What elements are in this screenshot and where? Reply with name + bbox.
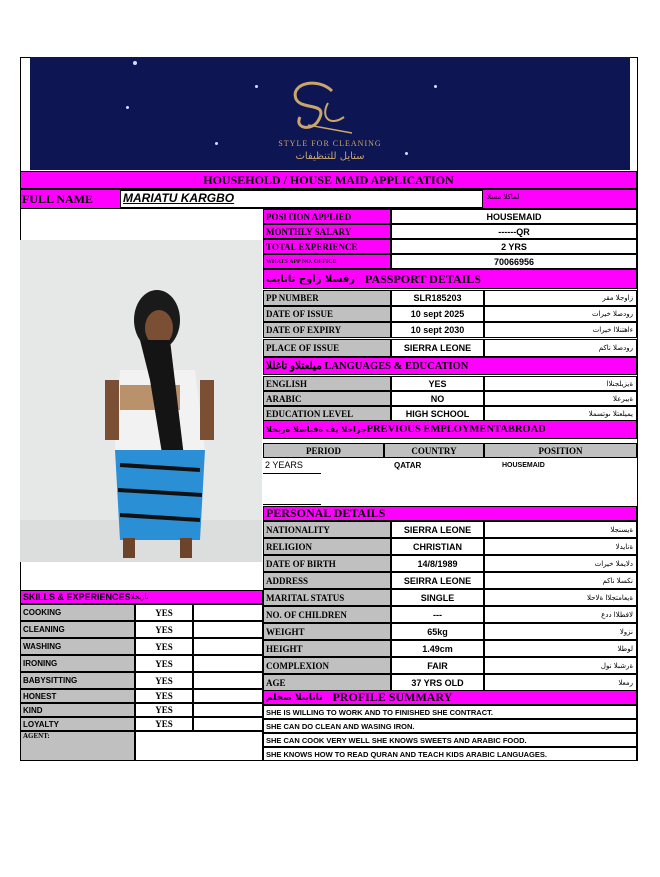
personal-label: ADDRESS xyxy=(263,572,391,589)
emp-divider-2 xyxy=(263,504,321,505)
personal-label: DATE OF BIRTH xyxy=(263,555,391,572)
logo-text-en: STYLE FOR CLEANING xyxy=(278,139,382,148)
full-name-arabic: لماكلا مسلا xyxy=(487,193,520,201)
personal-header-text: PERSONAL DETAILS xyxy=(266,506,386,520)
skill-label: BABYSITTING xyxy=(20,672,135,689)
skills-header xyxy=(20,590,263,604)
personal-label: NO. OF CHILDREN xyxy=(263,606,391,623)
page-title-text: HOUSEHOLD / HOUSE MAID APPLICATION xyxy=(203,172,454,187)
passport-value: 10 sept 2025 xyxy=(391,306,484,322)
personal-value: 14/8/1989 xyxy=(391,555,484,572)
agent-label: AGENT: xyxy=(20,731,135,761)
personal-value: 1.49cm xyxy=(391,640,484,657)
language-label: EDUCATION LEVEL xyxy=(263,406,391,421)
candidate-photo xyxy=(20,240,262,562)
emp-row-period: 2 YEARS xyxy=(265,460,303,470)
skills-header-en: SKILLS & EXPERIENCES xyxy=(23,592,131,602)
skill-label: LOYALTY xyxy=(20,717,135,731)
skill-label: COOKING xyxy=(20,604,135,621)
position-value: 2 YRS xyxy=(391,239,637,254)
passport-label: PLACE OF ISSUE xyxy=(263,339,391,357)
skill-label: KIND xyxy=(20,703,135,717)
logo-banner xyxy=(30,57,630,170)
languages-header xyxy=(263,357,637,375)
language-arabic: ةيبرعلا xyxy=(484,391,637,406)
emp-divider xyxy=(263,473,321,474)
skill-value: YES xyxy=(135,717,193,731)
skill-value: YES xyxy=(135,621,193,638)
skill-value: YES xyxy=(135,638,193,655)
personal-arabic: ةيعامتجلاا ةلاحلا xyxy=(484,589,637,606)
agent-value xyxy=(135,731,263,761)
passport-value: SIERRA LEONE xyxy=(391,339,484,357)
passport-arabic: ءاهتنلاا خيرات xyxy=(484,322,637,338)
personal-arabic: ةنايدلا xyxy=(484,538,637,555)
personal-arabic: ةيسنجلا xyxy=(484,521,637,538)
language-arabic: ةيزيلجنلاا xyxy=(484,376,637,391)
logo-icon xyxy=(260,77,380,139)
skill-value: YES xyxy=(135,604,193,621)
personal-value: --- xyxy=(391,606,484,623)
skill-value: YES xyxy=(135,703,193,717)
personal-header xyxy=(263,506,637,521)
employment-header xyxy=(263,420,637,439)
logo-text-ar: ستايل للتنظيفات xyxy=(295,151,365,162)
skill-label: WASHING xyxy=(20,638,135,655)
personal-arabic: لافطلاا ددع xyxy=(484,606,637,623)
skill-extra xyxy=(193,672,263,689)
position-label: POSITION APPLIED xyxy=(263,209,391,224)
skill-extra xyxy=(193,621,263,638)
position-label: TOTAL EXPERIENCE xyxy=(263,239,391,254)
languages-header-text: ميلعتلاو تاغللا LANGUAGES & EDUCATION xyxy=(266,361,469,372)
profile-header xyxy=(263,690,637,705)
position-value: ------QR xyxy=(391,224,637,239)
emp-row-position: HOUSEMAID xyxy=(502,461,545,469)
language-value: NO xyxy=(391,391,484,406)
full-name-value: MARIATU KARGBO xyxy=(123,191,235,205)
personal-label: AGE xyxy=(263,674,391,691)
position-value: 70066956 xyxy=(391,254,637,269)
passport-label: PP NUMBER xyxy=(263,290,391,306)
language-value: YES xyxy=(391,376,484,391)
personal-value: CHRISTIAN xyxy=(391,538,484,555)
personal-value: 37 YRS OLD xyxy=(391,674,484,691)
personal-arabic: لوطلا xyxy=(484,640,637,657)
personal-arabic: نكسلا ناكم xyxy=(484,572,637,589)
full-name-label: FULL NAME xyxy=(22,191,94,206)
page-title xyxy=(20,171,637,189)
passport-header-ar: رفسلا زاوج تانايب xyxy=(266,273,356,285)
skill-extra xyxy=(193,604,263,621)
skills-header-ar: تاربخلا xyxy=(130,593,149,601)
passport-label: DATE OF ISSUE xyxy=(263,306,391,322)
personal-label: HEIGHT xyxy=(263,640,391,657)
personal-label: NATIONALITY xyxy=(263,521,391,538)
skill-label: CLEANING xyxy=(20,621,135,638)
position-label: WHATS APP NO. OFFICE xyxy=(263,254,391,269)
position-label: MONTHLY SALARY xyxy=(263,224,391,239)
passport-arabic: رودصلا خيرات xyxy=(484,306,637,322)
skill-extra xyxy=(193,689,263,703)
personal-label: RELIGION xyxy=(263,538,391,555)
profile-line: SHE CAN DO CLEAN AND WASING IRON. xyxy=(263,719,637,733)
profile-header-en: PROFILE SUMMARY xyxy=(332,690,453,704)
personal-arabic: ةرشبلا نول xyxy=(484,657,637,674)
passport-value: 10 sept 2030 xyxy=(391,322,484,338)
skill-extra xyxy=(193,703,263,717)
personal-arabic: دلايملا خيرات xyxy=(484,555,637,572)
skill-label: IRONING xyxy=(20,655,135,672)
passport-value: SLR185203 xyxy=(391,290,484,306)
skill-value: YES xyxy=(135,672,193,689)
passport-arabic: زاوجلا مقر xyxy=(484,290,637,306)
language-arabic: يميلعتلا ىوتسملا xyxy=(484,406,637,421)
personal-value: 65kg xyxy=(391,623,484,640)
passport-header xyxy=(263,269,637,289)
personal-value: SEIRRA LEONE xyxy=(391,572,484,589)
skill-extra xyxy=(193,638,263,655)
passport-arabic: رودصلا ناكم xyxy=(484,339,637,357)
employment-header-ar: جراخلا يف ةقباسلا ةربخلا xyxy=(266,425,367,434)
skill-extra xyxy=(193,717,263,731)
personal-label: MARITAL STATUS xyxy=(263,589,391,606)
emp-col-country: COUNTRY xyxy=(384,443,484,458)
language-value: HIGH SCHOOL xyxy=(391,406,484,421)
personal-arabic: رمعلا xyxy=(484,674,637,691)
personal-value: SINGLE xyxy=(391,589,484,606)
skill-label: HONEST xyxy=(20,689,135,703)
skill-value: YES xyxy=(135,655,193,672)
profile-line: SHE IS WILLING TO WORK AND TO FINISHED SHE CONTRACT. xyxy=(263,705,637,719)
position-value: HOUSEMAID xyxy=(391,209,637,224)
profile-line: SHE CAN COOK VERY WELL SHE KNOWS SWEETS AND ARABIC FOOD. xyxy=(263,733,637,747)
passport-header-en: PASSPORT DETAILS xyxy=(365,271,481,286)
profile-line: SHE KNOWS HOW TO READ QURAN AND TEACH KIDS ARABIC LANGUAGES. xyxy=(263,747,637,761)
emp-col-position: POSITION xyxy=(484,443,637,458)
language-label: ENGLISH xyxy=(263,376,391,391)
emp-col-period: PERIOD xyxy=(263,443,384,458)
language-label: ARABIC xyxy=(263,391,391,406)
personal-value: SIERRA LEONE xyxy=(391,521,484,538)
personal-label: COMPLEXION xyxy=(263,657,391,674)
personal-value: FAIR xyxy=(391,657,484,674)
passport-label: DATE OF EXPIRY xyxy=(263,322,391,338)
skill-value: YES xyxy=(135,689,193,703)
emp-row-country: QATAR xyxy=(394,460,422,470)
profile-header-ar: تانايبلا صخلم xyxy=(266,692,323,703)
personal-arabic: نزولا xyxy=(484,623,637,640)
employment-header-en: PREVIOUS EMPLOYMENTABROAD xyxy=(366,424,546,435)
personal-label: WEIGHT xyxy=(263,623,391,640)
skill-extra xyxy=(193,655,263,672)
